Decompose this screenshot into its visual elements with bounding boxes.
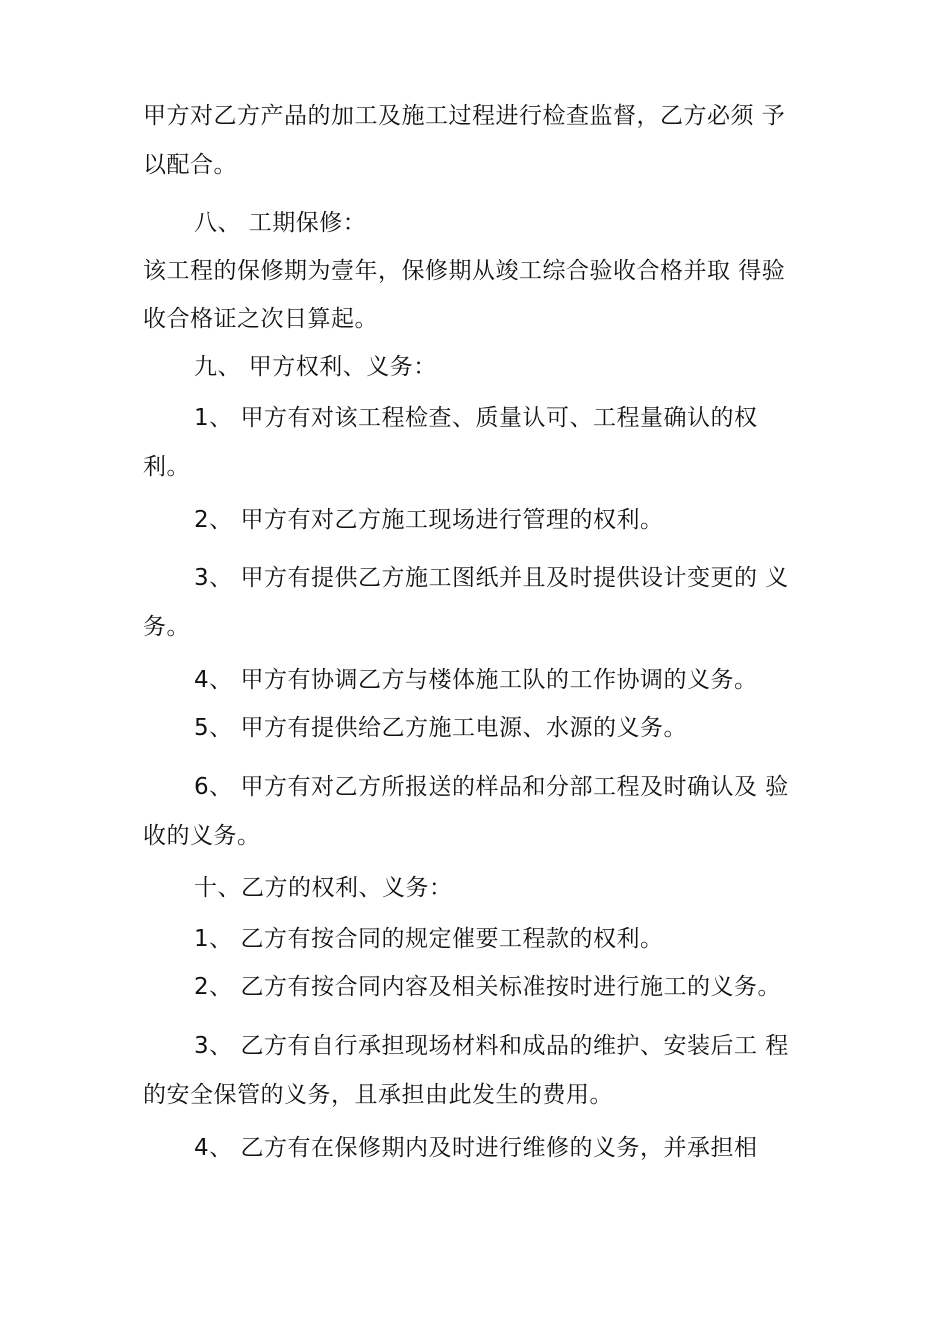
list-item: 4、 乙方有在保修期内及时进行维修的义务，并承担相: [194, 1135, 758, 1161]
list-item-continuation: 利。: [143, 454, 190, 480]
paragraph-line: 以配合。: [143, 152, 237, 178]
list-item: 6、 甲方有对乙方所报送的样品和分部工程及时确认及 验: [194, 774, 789, 800]
section-heading: 八、 工期保修：: [194, 210, 367, 236]
paragraph-line: 甲方对乙方产品的加工及施工过程进行检查监督，乙方必须 予: [143, 103, 786, 129]
list-item: 1、 甲方有对该工程检查、质量认可、工程量确认的权: [194, 405, 758, 431]
section-heading: 九、 甲方权利、义务：: [194, 354, 437, 380]
list-item: 5、 甲方有提供给乙方施工电源、水源的义务。: [194, 715, 687, 741]
list-item: 2、 乙方有按合同内容及相关标准按时进行施工的义务。: [194, 974, 781, 1000]
list-item-continuation: 务。: [143, 614, 190, 640]
list-item: 2、 甲方有对乙方施工现场进行管理的权利。: [194, 507, 664, 533]
list-item-continuation: 收的义务。: [143, 823, 261, 849]
paragraph-line: 收合格证之次日算起。: [143, 306, 378, 332]
paragraph-line: 该工程的保修期为壹年，保修期从竣工综合验收合格并取 得验: [143, 258, 786, 284]
list-item: 4、 甲方有协调乙方与楼体施工队的工作协调的义务。: [194, 667, 758, 693]
section-heading: 十、乙方的权利、义务：: [194, 875, 453, 901]
list-item: 3、 甲方有提供乙方施工图纸并且及时提供设计变更的 义: [194, 565, 789, 591]
list-item: 3、 乙方有自行承担现场材料和成品的维护、安装后工 程: [194, 1033, 789, 1059]
list-item: 1、 乙方有按合同的规定催要工程款的权利。: [194, 926, 664, 952]
list-item-continuation: 的安全保管的义务，且承担由此发生的费用。: [143, 1082, 613, 1108]
